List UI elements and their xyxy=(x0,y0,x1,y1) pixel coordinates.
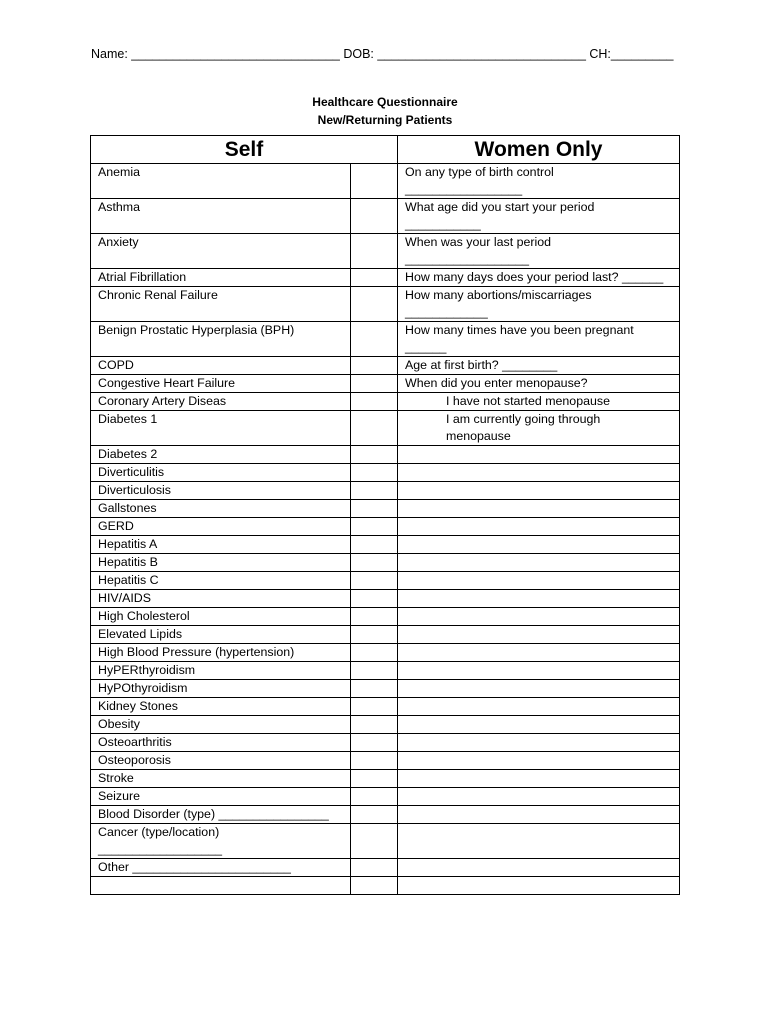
questionnaire-table xyxy=(90,135,680,895)
women-only-question[interactable] xyxy=(398,662,680,680)
women-only-question[interactable] xyxy=(398,626,680,644)
women-only-question[interactable] xyxy=(398,464,680,482)
women-only-question[interactable] xyxy=(398,770,680,788)
table-row xyxy=(91,859,680,877)
condition-label: HIV/AIDS xyxy=(91,590,351,608)
women-only-question[interactable] xyxy=(398,608,680,626)
condition-answer-box[interactable] xyxy=(351,199,398,234)
women-question-line: _________________ xyxy=(405,182,523,196)
condition-answer-box[interactable] xyxy=(351,482,398,500)
condition-answer-box[interactable] xyxy=(351,357,398,375)
women-question-line: What age did you start your period xyxy=(405,200,595,214)
table-row xyxy=(91,375,680,393)
table-row xyxy=(91,698,680,716)
women-question-line: How many days does your period last? ______ xyxy=(405,270,664,284)
women-only-question[interactable] xyxy=(398,411,680,446)
women-only-question[interactable] xyxy=(398,788,680,806)
condition-answer-box[interactable] xyxy=(351,536,398,554)
women-only-question[interactable] xyxy=(398,199,680,234)
condition-label: Osteoporosis xyxy=(91,752,351,770)
table-row xyxy=(91,824,680,859)
condition-label: Atrial Fibrillation xyxy=(91,269,351,287)
condition-label: Gallstones xyxy=(91,500,351,518)
condition-answer-box[interactable] xyxy=(351,269,398,287)
condition-label: High Cholesterol xyxy=(91,608,351,626)
women-question-line: ___________ xyxy=(405,217,481,231)
condition-label: Asthma xyxy=(91,199,351,234)
women-question-line: ______ xyxy=(405,340,447,354)
women-only-question[interactable] xyxy=(398,234,680,269)
women-question-line: __________________ xyxy=(405,252,530,266)
table-row xyxy=(91,357,680,375)
condition-answer-box[interactable] xyxy=(351,393,398,411)
condition-answer-box[interactable] xyxy=(351,698,398,716)
women-only-question[interactable] xyxy=(398,446,680,464)
women-only-question[interactable] xyxy=(398,482,680,500)
condition-answer-box[interactable] xyxy=(351,554,398,572)
table-row xyxy=(91,662,680,680)
women-only-question[interactable] xyxy=(398,590,680,608)
condition-label: Chronic Renal Failure xyxy=(91,287,351,322)
women-question-line: How many times have you been pregnant xyxy=(405,323,634,337)
condition-label: Other _______________________ xyxy=(91,859,351,877)
condition-answer-box[interactable] xyxy=(351,806,398,824)
condition-label: Diabetes 2 xyxy=(91,446,351,464)
women-question-line: I have not started menopause xyxy=(446,394,610,408)
condition-label: Diabetes 1 xyxy=(91,411,351,446)
condition-label: Coronary Artery Diseas xyxy=(91,393,351,411)
condition-label: Hepatitis B xyxy=(91,554,351,572)
condition-answer-box[interactable] xyxy=(351,716,398,734)
condition-answer-box[interactable] xyxy=(351,411,398,446)
self-column-header: Self xyxy=(91,136,398,164)
condition-label: Seizure xyxy=(91,788,351,806)
condition-answer-box[interactable] xyxy=(351,572,398,590)
table-row xyxy=(91,287,680,322)
women-only-question[interactable] xyxy=(398,322,680,357)
table-row xyxy=(91,680,680,698)
condition-answer-box[interactable] xyxy=(351,770,398,788)
condition-answer-box[interactable] xyxy=(351,164,398,199)
table-row xyxy=(91,806,680,824)
condition-answer-box[interactable] xyxy=(351,608,398,626)
women-only-question[interactable] xyxy=(398,734,680,752)
women-only-question[interactable] xyxy=(398,554,680,572)
condition-answer-box[interactable] xyxy=(351,734,398,752)
table-row xyxy=(91,770,680,788)
table-row xyxy=(91,234,680,269)
women-only-question[interactable] xyxy=(398,859,680,877)
women-only-question[interactable] xyxy=(398,752,680,770)
condition-label: Stroke xyxy=(91,770,351,788)
condition-answer-box[interactable] xyxy=(351,752,398,770)
women-only-question[interactable] xyxy=(398,572,680,590)
table-row xyxy=(91,554,680,572)
table-row xyxy=(91,393,680,411)
form-subtitle: New/Returning Patients xyxy=(317,113,453,127)
women-only-question[interactable] xyxy=(398,164,680,199)
women-only-question[interactable] xyxy=(398,536,680,554)
patient-header-line: Name: ______________________________ DOB: ______________________________ CH:_________ xyxy=(91,47,674,61)
condition-answer-box[interactable] xyxy=(351,375,398,393)
women-only-question[interactable] xyxy=(398,393,680,411)
condition-label: HyPOthyroidism xyxy=(91,680,351,698)
table-row xyxy=(91,446,680,464)
condition-label: Kidney Stones xyxy=(91,698,351,716)
condition-label: Hepatitis C xyxy=(91,572,351,590)
condition-answer-box[interactable] xyxy=(351,446,398,464)
condition-label: Anxiety xyxy=(91,234,351,269)
women-question-line: On any type of birth control xyxy=(405,165,554,179)
condition-answer-box[interactable] xyxy=(351,824,398,859)
condition-label: Diverticulosis xyxy=(91,482,351,500)
women-only-question[interactable] xyxy=(398,500,680,518)
women-only-question[interactable] xyxy=(398,877,680,895)
women-only-question[interactable] xyxy=(398,806,680,824)
table-row xyxy=(91,164,680,199)
table-row xyxy=(91,199,680,234)
women-question-line: When was your last period xyxy=(405,235,552,249)
table-row xyxy=(91,590,680,608)
condition-answer-box[interactable] xyxy=(351,518,398,536)
women-question-line: How many abortions/miscarriages xyxy=(405,288,592,302)
condition-answer-box[interactable] xyxy=(351,662,398,680)
condition-label: Anemia xyxy=(91,164,351,199)
table-row xyxy=(91,269,680,287)
questionnaire-rows xyxy=(91,164,680,895)
condition-answer-box[interactable] xyxy=(351,322,398,357)
condition-answer-box[interactable] xyxy=(351,500,398,518)
condition-answer-box[interactable] xyxy=(351,788,398,806)
table-header-row xyxy=(91,136,680,164)
women-only-question[interactable] xyxy=(398,716,680,734)
condition-answer-box[interactable] xyxy=(351,859,398,877)
condition-label: GERD xyxy=(91,518,351,536)
condition-label: Diverticulitis xyxy=(91,464,351,482)
condition-label: Cancer (type/location) __________________ xyxy=(91,824,351,859)
women-question-line: Age at first birth? ________ xyxy=(405,358,558,372)
condition-label: Hepatitis A xyxy=(91,536,351,554)
table-row xyxy=(91,500,680,518)
condition-answer-box[interactable] xyxy=(351,877,398,895)
table-row xyxy=(91,572,680,590)
women-only-question[interactable] xyxy=(398,375,680,393)
table-row xyxy=(91,536,680,554)
women-only-question[interactable] xyxy=(398,518,680,536)
condition-answer-box[interactable] xyxy=(351,287,398,322)
women-only-question[interactable] xyxy=(398,680,680,698)
condition-label: COPD xyxy=(91,357,351,375)
condition-label: Blood Disorder (type) ________________ xyxy=(91,806,351,824)
condition-label: Osteoarthritis xyxy=(91,734,351,752)
condition-label: Obesity xyxy=(91,716,351,734)
table-row xyxy=(91,322,680,357)
women-question-line: When did you enter menopause? xyxy=(405,376,588,390)
condition-label: High Blood Pressure (hypertension) xyxy=(91,644,351,662)
condition-label xyxy=(91,877,351,895)
table-row xyxy=(91,626,680,644)
form-title: Healthcare Questionnaire xyxy=(312,95,458,109)
women-only-question[interactable] xyxy=(398,287,680,322)
table-row xyxy=(91,788,680,806)
condition-label: HyPERthyroidism xyxy=(91,662,351,680)
table-row xyxy=(91,411,680,446)
table-row xyxy=(91,734,680,752)
condition-answer-box[interactable] xyxy=(351,464,398,482)
condition-label: Benign Prostatic Hyperplasia (BPH) xyxy=(91,322,351,357)
condition-answer-box[interactable] xyxy=(351,626,398,644)
women-only-question[interactable] xyxy=(398,698,680,716)
women-only-question[interactable] xyxy=(398,824,680,859)
condition-answer-box[interactable] xyxy=(351,234,398,269)
condition-answer-box[interactable] xyxy=(351,644,398,662)
table-row xyxy=(91,752,680,770)
table-row xyxy=(91,716,680,734)
women-question-line: I am currently going through xyxy=(446,412,601,426)
women-only-column-header: Women Only xyxy=(398,136,680,164)
condition-answer-box[interactable] xyxy=(351,680,398,698)
table-row xyxy=(91,877,680,895)
table-row xyxy=(91,608,680,626)
women-only-question[interactable] xyxy=(398,644,680,662)
condition-label: Congestive Heart Failure xyxy=(91,375,351,393)
condition-label: Elevated Lipids xyxy=(91,626,351,644)
table-row xyxy=(91,644,680,662)
condition-answer-box[interactable] xyxy=(351,590,398,608)
table-row xyxy=(91,464,680,482)
women-question-line: menopause xyxy=(446,429,511,443)
women-only-question[interactable] xyxy=(398,269,680,287)
table-row xyxy=(91,482,680,500)
table-row xyxy=(91,518,680,536)
women-only-question[interactable] xyxy=(398,357,680,375)
women-question-line: ____________ xyxy=(405,305,488,319)
